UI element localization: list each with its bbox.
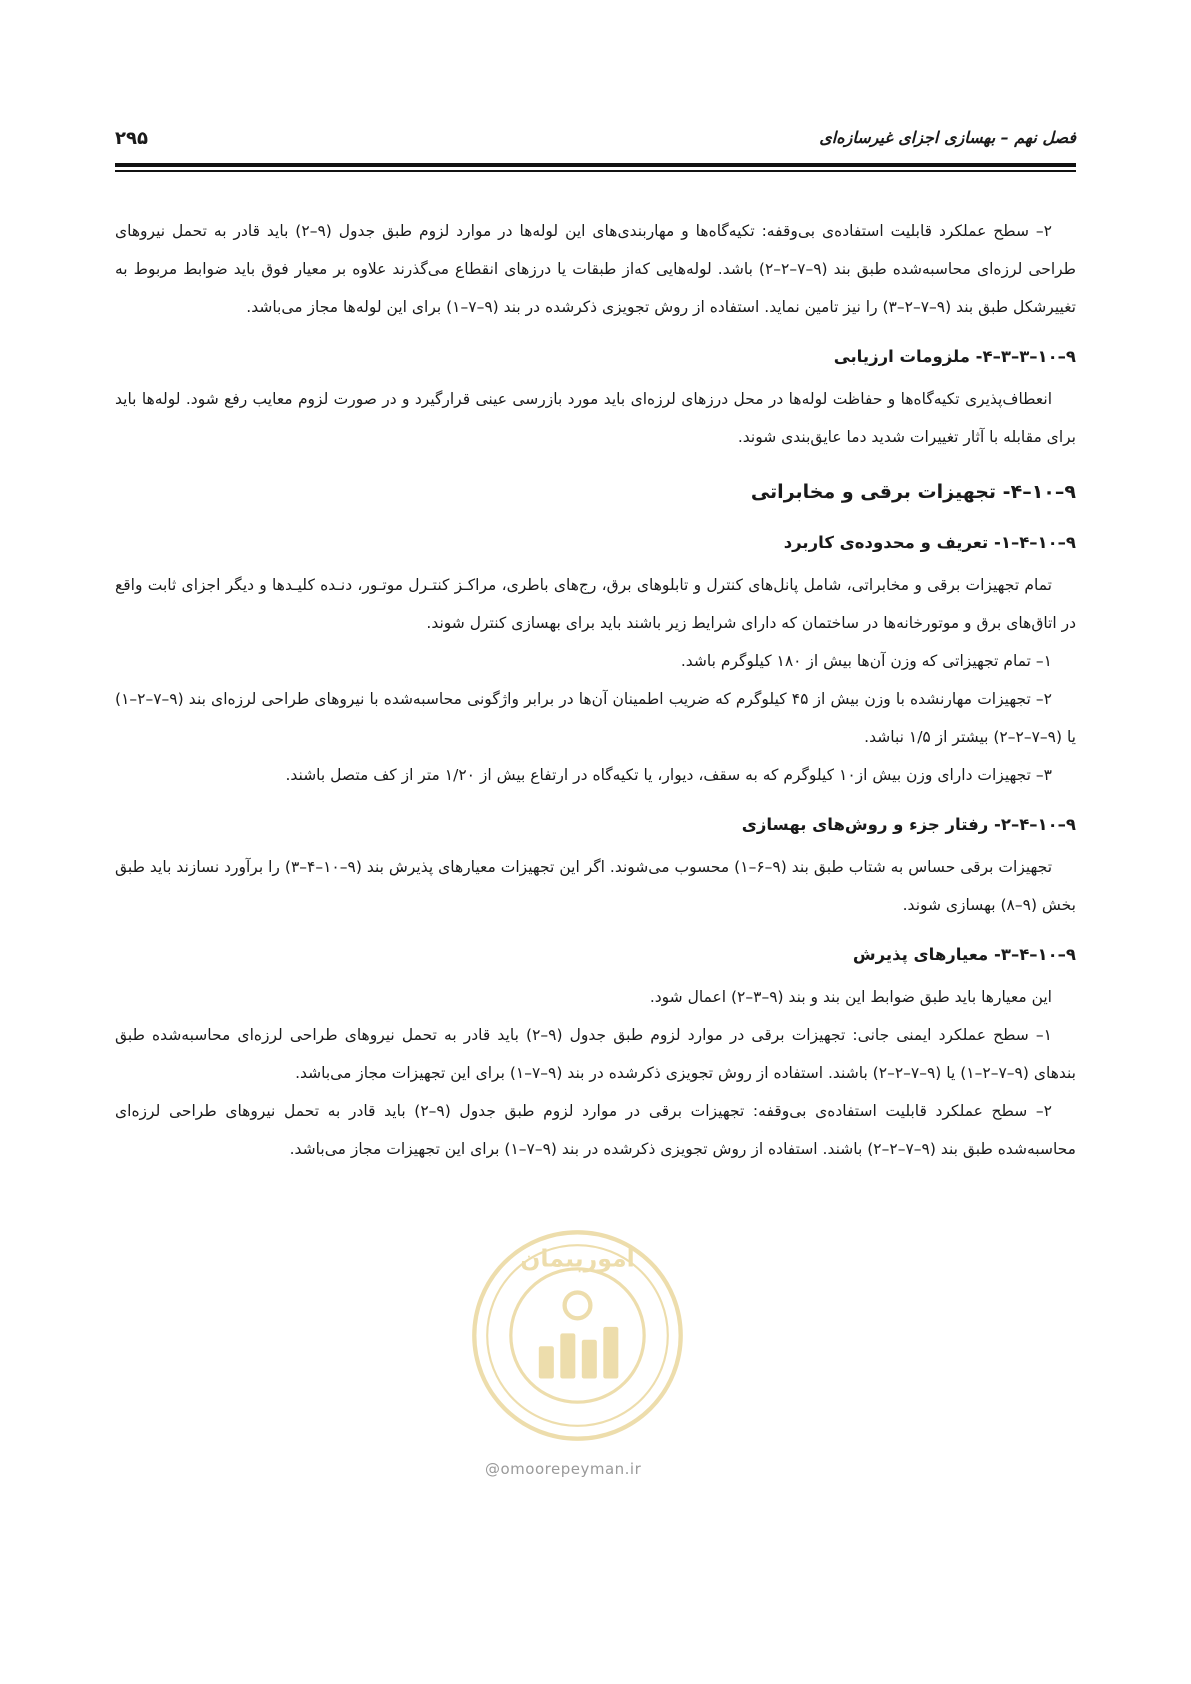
section-heading-major: ۹–۱۰–۴- تجهیزات برقی و مخابراتی [750,481,1076,503]
paragraph: تمام تجهیزات برقی و مخابراتی، شامل پانل‌های کنترل و تابلوهای برق، رج‌های باطری، مراکـز کنتـرل موتـور، دنـده کلیـدها و دیگر اجزای ثابت واقع در اتاق‌های برق و موتورخانه‌ها در ساختمان که دارای شرایط زیر باشند باید برای بهسازی کنترل شوند. [115,576,1076,632]
page-number: ۲۹۵ [115,128,148,149]
paragraph: ۱– سطح عملکرد ایمنی جانی: تجهیزات برقی در موارد لزوم طبق جدول (۹–۲) باید قادر به تحمل نیروهای طراحی لرزه‌ای محاسبه‌شده طبق بندهای (۹–۷–۲–۱) یا (۹–۷–۲–۲) باشند. استفاده از روش تجویزی ذکرشده در بند (۹–۷–۱) برای این تجهیزات مجاز می‌باشد. [115,1026,1076,1082]
paragraph: انعطاف‌پذیری تکیه‌گاه‌ها و حفاظت لوله‌ها در محل درزهای لرزه‌ای باید مورد بازرسی عینی قرارگیرد و در صورت لزوم معایب رفع شود. لوله‌ها باید برای مقابله با آثار تغییرات شدید دما عایق‌بندی شوند. [115,390,1076,446]
header-rule-thin [115,170,1076,172]
section-heading: ۹–۱۰–۴–۳- معیارهای پذیرش [852,945,1076,964]
list-item: ۲– تجهیزات مهارنشده با وزن بیش از ۴۵ کیلوگرم که ضریب اطمینان آن‌ها در برابر واژگونی محاسبه‌شده با نیروهای طراحی لرزه‌ای بند (۹–۷–۲–۱) یا (۹–۷–۲–۲) بیشتر از ۱/۵ نباشد. [115,690,1076,746]
section-heading: ۹–۱۰–۳–۳–۴- ملزومات ارزیابی [833,347,1076,366]
header-rule-thick [115,163,1076,167]
list-item: ۱– تمام تجهیزاتی که وزن آن‌ها بیش از ۱۸۰ کیلوگرم باشد. [680,652,1052,670]
page-header [115,128,1076,158]
watermark-logo [470,1228,685,1443]
list-item: ۳– تجهیزات دارای وزن بیش از۱۰ کیلوگرم که به سقف، دیوار، یا تکیه‌گاه در ارتفاع بیش از ۱/۲۰ متر از کف متصل باشند. [285,766,1052,784]
section-heading: ۹–۱۰–۴–۲- رفتار جزء و روش‌های بهسازی [741,815,1076,834]
page-body [115,212,1076,1168]
paragraph: ۲– سطح عملکرد قابلیت استفاده‌ی بی‌وقفه: تکیه‌گاه‌ها و مهاربندی‌های این لوله‌ها در موارد لزوم طبق جدول (۹–۲) باید قادر به تحمل نیروهای طراحی لرزه‌ای محاسبه‌شده طبق بند (۹–۷–۲–۲) باشد. لوله‌هایی که‌از طبقات یا درزهای انقطاع می‌گذرند علاوه بر معیار فوق باید ضوابط مربوط به تغییرشکل طبق بند (۹–۷–۲–۳) را نیز تامین نماید. استفاده از روش تجویزی ذکرشده در بند (۹–۷–۱) برای این لوله‌ها مجاز می‌باشد. [115,222,1077,316]
chapter-title: فصل نهم – بهسازی اجزای غیرسازه‌ای [819,128,1076,147]
paragraph: تجهیزات برقی حساس به شتاب طبق بند (۹–۶–۱) محسوب می‌شوند. اگر این تجهیزات معیارهای پذیرش بند (۹–۱۰–۴–۳) را برآورد نسازند باید طبق بخش (۹–۸) بهسازی شوند. [115,858,1076,914]
paragraph: ۲– سطح عملکرد قابلیت استفاده‌ی بی‌وقفه: تجهیزات برقی در موارد لزوم طبق جدول (۹–۲) باید قادر به تحمل نیروهای طراحی لرزه‌ای محاسبه‌شده طبق بند (۹–۷–۲–۲) باشند. استفاده از روش تجویزی ذکرشده در بند (۹–۷–۱) برای این تجهیزات مجاز می‌باشد. [115,1102,1076,1158]
watermark-logo-text: امورپیمان [520,1244,635,1273]
section-heading: ۹–۱۰–۴–۱- تعریف و محدوده‌ی کاربرد [783,533,1076,552]
watermark-url: @omoorepeyman.ir [485,1460,642,1478]
paragraph: این معیارها باید طبق ضوابط این بند و بند (۹–۳–۲) اعمال شود. [649,988,1052,1006]
